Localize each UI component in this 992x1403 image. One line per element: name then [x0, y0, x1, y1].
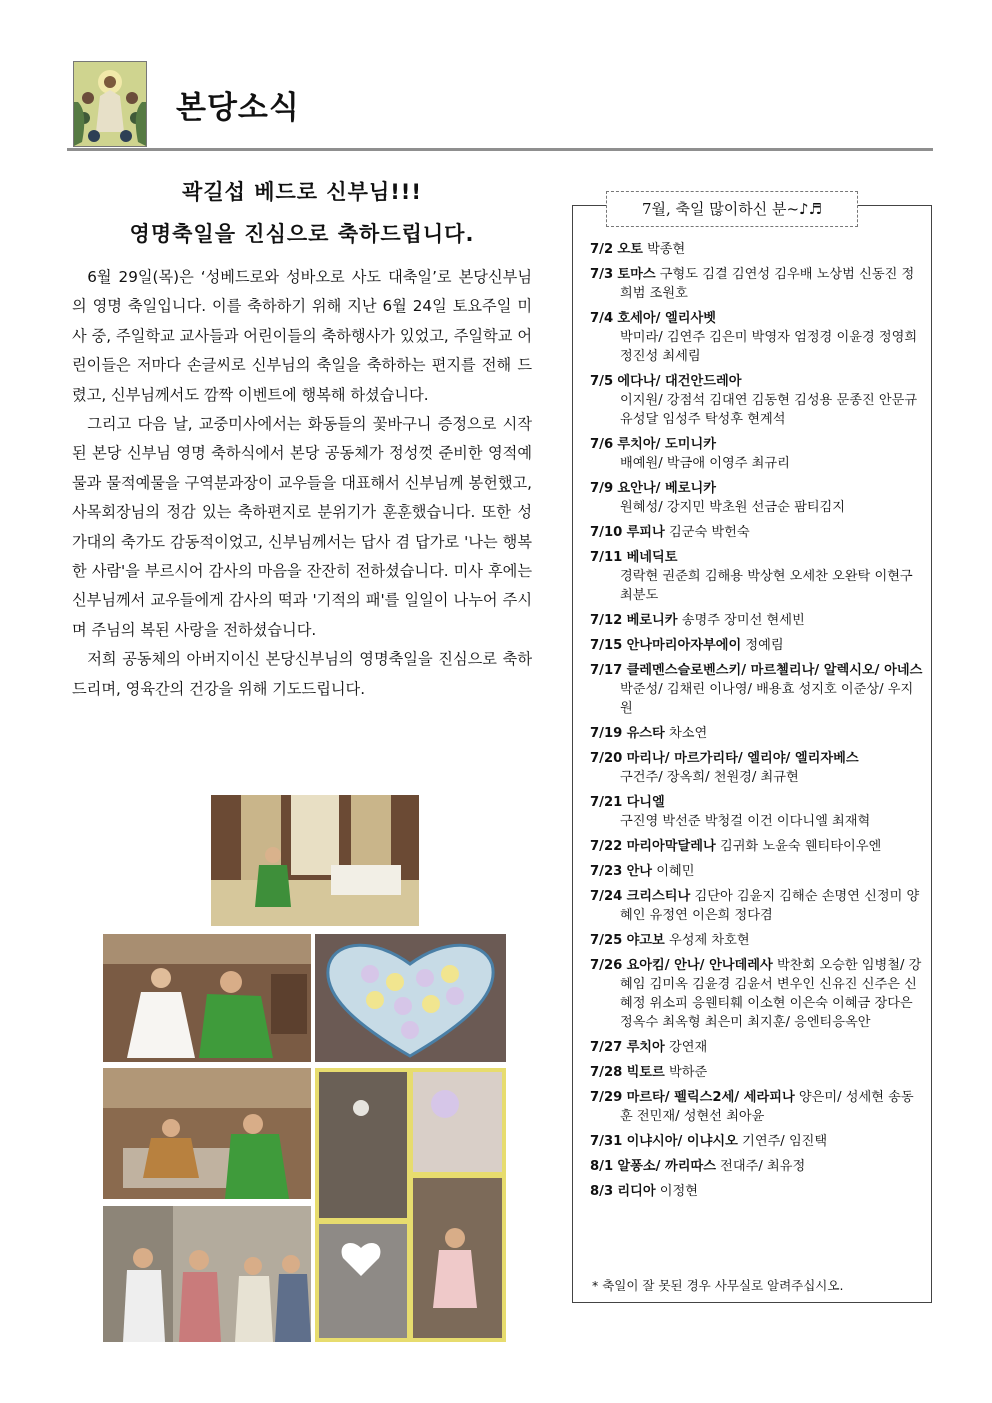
feast-date: 7/22: [590, 839, 623, 854]
feast-list-item: [590, 265, 925, 303]
photo-priest-at-altar: [211, 795, 419, 926]
feast-date: 7/11: [590, 550, 623, 565]
feast-saint: 안나마리아자부에이: [626, 638, 742, 653]
feast-date: 7/6: [590, 437, 614, 452]
feast-people: 구형도 김결 김연성 김우배 노상범 신동진 정희범 조원호: [620, 267, 915, 301]
feast-list-item: [590, 931, 925, 950]
feast-date: 7/29: [590, 1090, 623, 1105]
feast-list-item: [590, 749, 925, 787]
jesus-with-disciples-icon: [74, 62, 146, 146]
feast-list-item: [590, 1088, 925, 1126]
feast-saint: 요아킴/ 안나/ 안나데레사: [626, 958, 773, 973]
feast-date: 7/20: [590, 751, 623, 766]
feast-people: 박준성/ 김채린 이나영/ 배용효 성지호 이준상/ 우지원: [620, 682, 914, 716]
feast-date: 7/10: [590, 525, 623, 540]
feast-people: 정예림: [745, 638, 784, 653]
feast-list-item: [590, 956, 925, 1032]
feast-date: 7/4: [590, 311, 614, 326]
feast-people: 강연재: [668, 1040, 708, 1055]
article-paragraph: 6월 29일(목)은 ‘성베드로와 성바오로 사도 대축일’로 본당신부님의 영명 축일입니다. 이를 축하하기 위해 지난 6월 24일 토요주일 미사 중, 주일학교 교사들과 어린이들의 축하행사가 있었고, 주일학교 어린이들은 저마다 손글씨로 신부님의 축일을 축하하는 편지를 전해 드렸고, 신부님께서도 깜짝 이벤트에 행복해 하셨습니다.: [72, 268, 532, 404]
feast-people: 배예원/ 박금애 이영주 최규리: [620, 456, 790, 471]
feast-saint: 루치아: [626, 1040, 665, 1055]
feast-list-item: [590, 837, 925, 856]
feast-date: 7/15: [590, 638, 623, 653]
feast-saint: 크리스티나: [626, 889, 691, 904]
feast-date: 7/23: [590, 864, 623, 879]
photo-collage-children: [315, 1068, 506, 1342]
feast-saint: 클레멘스슬로벤스키/ 마르첼리나/ 알렉시오/ 아네스: [626, 663, 923, 678]
feast-people: 박미라/ 김연주 김은미 박영자 엄정경 이윤경 정영희 정진성 최세림: [620, 330, 918, 364]
photo-child-with-priest: [103, 934, 311, 1062]
feast-people: 김단아 김윤지 김해순 손명연 신정미 양혜인 유정연 이은희 정다겸: [620, 889, 920, 923]
feast-people: 양은미/ 성세현 송동훈 전민재/ 성현선 최아윤: [620, 1090, 914, 1124]
feast-date: 8/1: [590, 1159, 614, 1174]
feast-saint: 안나: [626, 864, 653, 879]
feast-saint: 루피나: [626, 525, 665, 540]
feast-list-item: [590, 309, 925, 366]
feast-day-list: [590, 240, 925, 1207]
feast-people: 박찬회 오승한 임병철/ 강혜임 김미옥 김윤경 김윤서 변우인 신유진 신주은 신혜정 위소피 응웬티훼 이소현 이은숙 이혜금 장다은 정옥수 최옥형 최은미 최지훈/ 응엔티응옥안: [620, 958, 922, 1030]
feast-box-title: 7월, 축일 많이하신 분~♪♬: [606, 191, 858, 227]
feast-saint: 마리아막달레나: [626, 839, 716, 854]
feast-people: 경락현 권준희 김해용 박상현 오세찬 오완탁 이현구 최분도: [620, 569, 913, 603]
feast-people: 이지원/ 강점석 김대연 김동현 김성용 문종진 안문규 유성달 임성주 탁성후 현계석: [620, 393, 918, 427]
feast-date: 7/12: [590, 613, 623, 628]
feast-saint: 리디아: [617, 1184, 656, 1199]
feast-list-item: [590, 372, 925, 429]
feast-people: 원혜성/ 강지민 박초원 선금순 팜티김지: [620, 500, 846, 515]
feast-date: 8/3: [590, 1184, 614, 1199]
feast-saint: 베로니카: [626, 613, 678, 628]
feast-list-item: [590, 435, 925, 473]
feast-people: 송명주 장미선 현세빈: [681, 613, 805, 628]
article-headline-2: 영명축일을 진심으로 축하드립니다.: [129, 222, 475, 246]
header-divider: [67, 148, 933, 151]
feast-saint: 야고보: [626, 933, 665, 948]
feast-saint: 다니엘: [626, 795, 665, 810]
feast-saint: 알퐁소/ 까리따스: [617, 1159, 716, 1174]
feast-saint: 유스타: [626, 726, 665, 741]
feast-list-item: [590, 661, 925, 718]
feast-date: 7/28: [590, 1065, 623, 1080]
feast-list-item: [590, 548, 925, 605]
feast-date: 7/31: [590, 1134, 623, 1149]
feast-date: 7/27: [590, 1040, 623, 1055]
feast-saint: 오토: [617, 242, 643, 257]
feast-list-item: [590, 523, 925, 542]
feast-people: 박하준: [668, 1065, 708, 1080]
article-paragraph: 그리고 다음 날, 교중미사에서는 화동들의 꽃바구니 증정으로 시작된 본당 신부님 영명 축하식에서 본당 공동체가 정성껏 준비한 영적예물과 물적예물을 구역분과장이 교우들을 대표해서 신부님께 봉헌했고, 사목회장님의 정감 있는 축하편지로 분위기가 훈훈했습니다. 또한 성가대의 축가도 감동적이었고, 신부님께서는 답사 겸 답가로 '나는 행복한 사람'을 부르시어 감사의 마음을 잔잔히 전하셨습니다. 미사 후에는 신부님께서 교우들에게 감사의 떡과 '기적의 패'를 일일이 나누어 주시며 주님의 복된 사랑을 전하셨습니다.: [72, 415, 532, 639]
feast-list-item: [590, 611, 925, 630]
feast-people: 기연주/ 임진택: [742, 1134, 828, 1149]
feast-saint: 마리나/ 마르가리타/ 엘리야/ 엘리자베스: [626, 751, 859, 766]
feast-people: 우성제 차호현: [668, 933, 750, 948]
feast-list-item: [590, 636, 925, 655]
feast-list-item: [590, 724, 925, 743]
article-paragraph: 저희 공동체의 아버지이신 본당신부님의 영명축일을 진심으로 축하드리며, 영육간의 건강을 위해 기도드립니다.: [72, 650, 532, 698]
feast-correction-note: * 축일이 잘 못된 경우 사무실로 알려주십시오.: [592, 1278, 844, 1293]
feast-saint: 베네딕토: [626, 550, 678, 565]
feast-date: 7/17: [590, 663, 623, 678]
photo-heart-letters-board: [315, 934, 506, 1062]
feast-people: 박종현: [647, 242, 686, 257]
feast-list-item: [590, 793, 925, 831]
feast-list-item: [590, 1157, 925, 1176]
feast-date: 7/25: [590, 933, 623, 948]
feast-date: 7/19: [590, 726, 623, 741]
feast-list-item: [590, 240, 925, 259]
article-body: [72, 263, 532, 704]
feast-people: 이정현: [659, 1184, 699, 1199]
feast-people: 김귀화 노윤숙 웬티타이우엔: [719, 839, 882, 854]
feast-saint: 에다나/ 대건안드레아: [617, 374, 742, 389]
feast-saint: 호세아/ 엘리사벳: [617, 311, 716, 326]
feast-list-item: [590, 479, 925, 517]
feast-date: 7/9: [590, 481, 614, 496]
parish-logo: [73, 61, 147, 147]
feast-people: 김군숙 박헌숙: [668, 525, 750, 540]
feast-people: 이혜민: [656, 864, 695, 879]
feast-saint: 토마스: [617, 267, 656, 282]
feast-list-item: [590, 1063, 925, 1082]
feast-people: 전대주/ 최유정: [720, 1159, 806, 1174]
feast-list-item: [590, 862, 925, 881]
feast-date: 7/5: [590, 374, 614, 389]
section-title: 본당소식: [176, 90, 300, 126]
feast-date: 7/24: [590, 889, 623, 904]
feast-saint: 빅토르: [626, 1065, 665, 1080]
article-headline-1: 곽길섭 베드로 신부님!!!: [182, 180, 422, 204]
photo-church-entrance-crowd: [103, 1206, 311, 1342]
feast-date: 7/3: [590, 267, 614, 282]
feast-people: 구진영 박선준 박청걸 이건 이다니엘 최재혁: [620, 814, 871, 829]
feast-list-item: [590, 1182, 925, 1201]
feast-date: 7/2: [590, 242, 614, 257]
feast-date: 7/26: [590, 958, 623, 973]
feast-saint: 요안나/ 베로니카: [617, 481, 716, 496]
feast-list-item: [590, 1132, 925, 1151]
feast-people: 차소연: [668, 726, 708, 741]
feast-saint: 마르타/ 펠릭스2세/ 세라피나: [626, 1090, 795, 1105]
feast-date: 7/21: [590, 795, 623, 810]
photo-gift-presentation: [103, 1068, 311, 1199]
feast-saint: 루치아/ 도미니카: [617, 437, 716, 452]
feast-saint: 이냐시아/ 이냐시오: [626, 1134, 738, 1149]
feast-people: 구건주/ 장옥희/ 천원경/ 최규현: [620, 770, 799, 785]
feast-list-item: [590, 1038, 925, 1057]
feast-list-item: [590, 887, 925, 925]
